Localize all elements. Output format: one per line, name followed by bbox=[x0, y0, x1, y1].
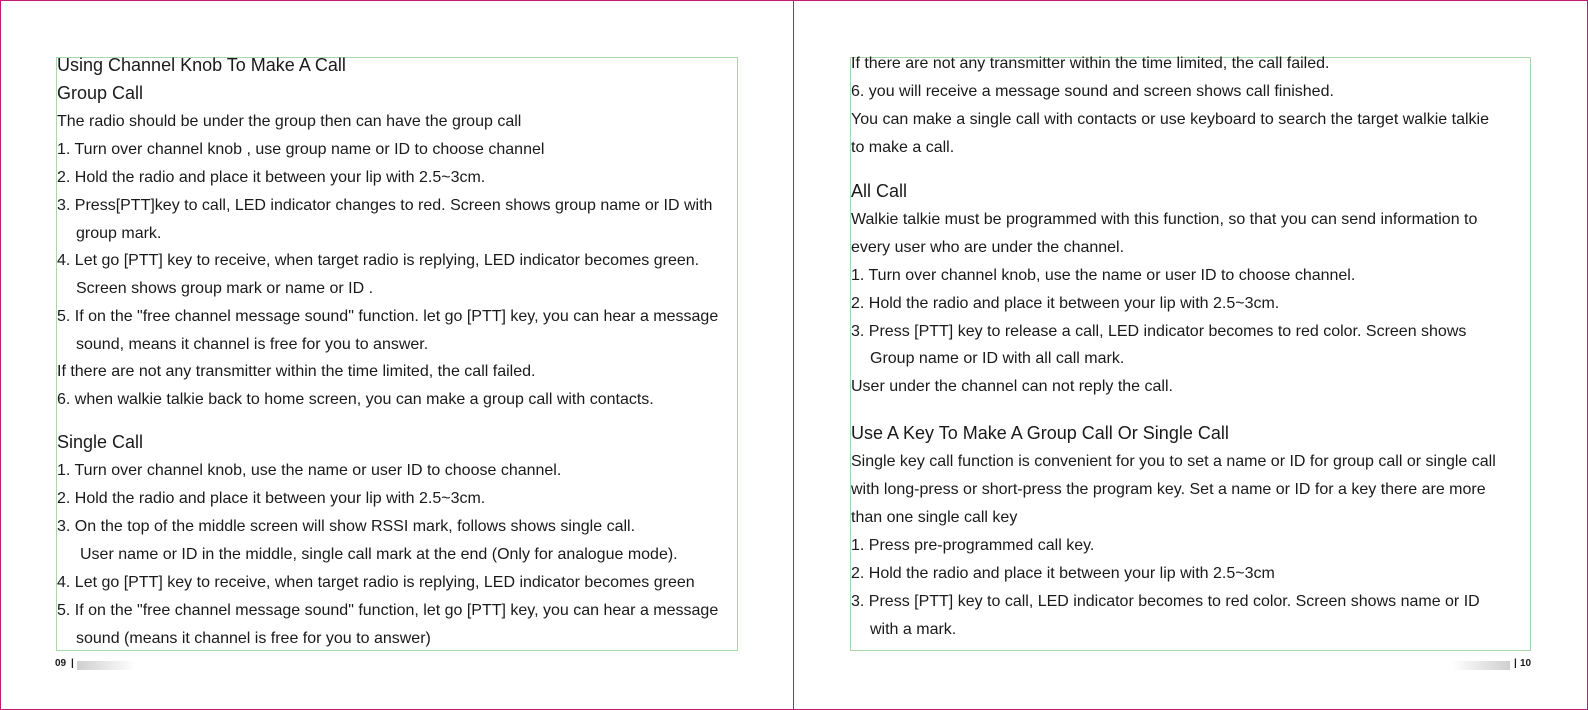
text-line: You can make a single call with contacts or use keyboard to search the target walkie talkie bbox=[851, 111, 1489, 128]
text-line: If there are not any transmitter within the time limited, the call failed. bbox=[57, 363, 536, 380]
text-line: 3. On the top of the middle screen will show RSSI mark, follows shows single call. bbox=[57, 518, 636, 535]
text-line: Group name or ID with all call mark. bbox=[870, 350, 1125, 367]
page-number-right: 10 bbox=[1520, 658, 1532, 669]
section-heading: Using Channel Knob To Make A Call bbox=[57, 55, 346, 75]
text-line: 1. Turn over channel knob, use the name or user ID to choose channel. bbox=[851, 267, 1356, 284]
text-line: sound (means it channel is free for you to answer) bbox=[76, 630, 431, 647]
text-line: 3. Press [PTT] key to call, LED indicator becomes to red color. Screen shows name or ID bbox=[851, 593, 1480, 610]
text-line: 4. Let go [PTT] key to receive, when target radio is replying, LED indicator becomes green. bbox=[57, 252, 700, 269]
text-line: 4. Let go [PTT] key to receive, when target radio is replying, LED indicator becomes green bbox=[57, 574, 695, 591]
text-line: 2. Hold the radio and place it between your lip with 2.5~3cm bbox=[851, 565, 1275, 582]
page-spine-divider bbox=[793, 0, 794, 710]
text-line: User under the channel can not reply the call. bbox=[851, 378, 1173, 395]
text-line: Screen shows group mark or name or ID . bbox=[76, 280, 374, 297]
text-line: 3. Press[PTT]key to call, LED indicator changes to red. Screen shows group name or ID with bbox=[57, 197, 713, 214]
section-heading: Use A Key To Make A Group Call Or Single Call bbox=[851, 423, 1229, 443]
page-number-separator-left: | bbox=[71, 658, 74, 669]
page-number-separator-right: | bbox=[1514, 658, 1517, 669]
text-line: to make a call. bbox=[851, 139, 955, 156]
text-line: Walkie talkie must be programmed with this function, so that you can send information to bbox=[851, 211, 1478, 228]
text-line: 5. If on the "free channel message sound" function. let go [PTT] key, you can hear a message bbox=[57, 308, 719, 325]
text-line: with long-press or short-press the program key. Set a name or ID for a key there are more bbox=[851, 481, 1486, 498]
text-line: 5. If on the "free channel message sound" function, let go [PTT] key, you can hear a message bbox=[57, 602, 719, 619]
text-line: with a mark. bbox=[870, 621, 957, 638]
text-line: 1. Turn over channel knob , use group name or ID to choose channel bbox=[57, 141, 545, 158]
text-line: group mark. bbox=[76, 225, 162, 242]
text-line: Single key call function is convenient for you to set a name or ID for group call or single call bbox=[851, 453, 1496, 470]
text-line: than one single call key bbox=[851, 509, 1018, 526]
text-line: 3. Press [PTT] key to release a call, LED indicator becomes to red color. Screen shows bbox=[851, 323, 1467, 340]
text-line: User name or ID in the middle, single call mark at the end (Only for analogue mode). bbox=[80, 546, 678, 563]
text-line: 2. Hold the radio and place it between your lip with 2.5~3cm. bbox=[57, 490, 486, 507]
page-footer-bar-left bbox=[77, 661, 135, 670]
text-line: 6. you will receive a message sound and screen shows call finished. bbox=[851, 83, 1334, 100]
text-line: 1. Turn over channel knob, use the name or user ID to choose channel. bbox=[57, 462, 562, 479]
page-number-left: 09 bbox=[55, 658, 67, 669]
text-line: If there are not any transmitter within the time limited, the call failed. bbox=[851, 55, 1330, 72]
subsection-heading: All Call bbox=[851, 181, 908, 201]
page-footer-bar-right bbox=[1452, 661, 1510, 670]
text-line: 2. Hold the radio and place it between your lip with 2.5~3cm. bbox=[851, 295, 1280, 312]
text-line: 1. Press pre-programmed call key. bbox=[851, 537, 1095, 554]
subsection-heading: Single Call bbox=[57, 432, 144, 452]
text-line: The radio should be under the group then can have the group call bbox=[57, 113, 522, 130]
text-line: sound, means it channel is free for you to answer. bbox=[76, 336, 429, 353]
text-line: every user who are under the channel. bbox=[851, 239, 1125, 256]
text-line: 6. when walkie talkie back to home screen, you can make a group call with contacts. bbox=[57, 391, 654, 408]
subsection-heading: Group Call bbox=[57, 83, 144, 103]
text-line: 2. Hold the radio and place it between your lip with 2.5~3cm. bbox=[57, 169, 486, 186]
